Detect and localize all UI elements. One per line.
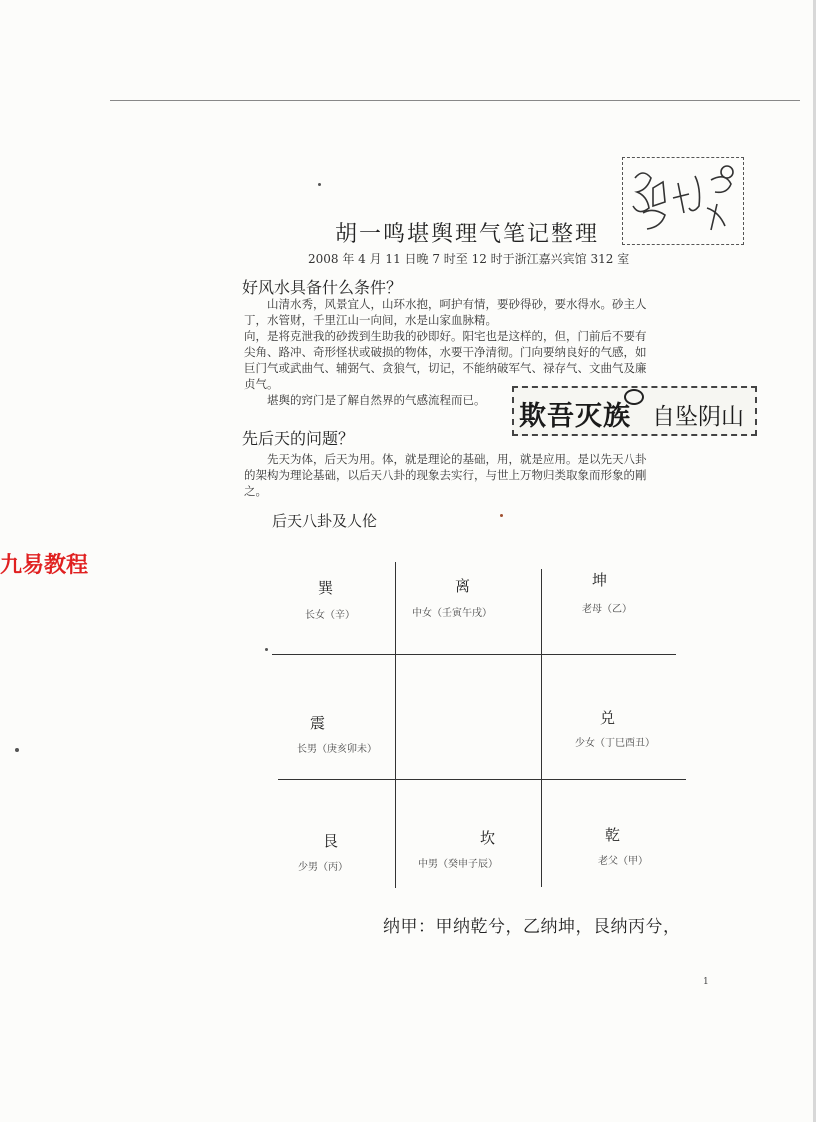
section-body-xiantian-houtian <box>244 451 729 499</box>
grid-line-vertical <box>395 562 396 888</box>
trigram-li: 离 <box>455 577 471 595</box>
trigram-relation: 中女（壬寅午戌） <box>412 608 492 619</box>
grid-line-vertical <box>541 569 542 887</box>
section-heading-bagua: 后天八卦及人伦 <box>272 512 378 530</box>
body-line: 贞气。 <box>244 377 279 391</box>
scan-speck <box>318 183 321 186</box>
document-title: 胡一鸣堪舆理气笔记整理 <box>335 222 600 247</box>
grid-line-horizontal <box>278 779 686 780</box>
trigram-qian: 乾 <box>605 826 621 844</box>
body-line: 向，是将克泄我的砂拨到生助我的砂即好。阳宅也是这样的，但，门前后不要有 <box>244 329 647 343</box>
scan-speck <box>265 648 268 651</box>
seal-text-side: 自坠阴山 <box>652 404 744 430</box>
trigram-xun: 巽 <box>318 579 334 597</box>
trigram-dui: 兑 <box>600 709 616 727</box>
trigram-relation: 长男（庚亥卯未） <box>297 744 377 755</box>
document-subtitle: 2008 年 4 月 11 日晚 7 时至 12 时于浙江嘉兴宾馆 312 室 <box>308 252 630 266</box>
section-heading-conditions: 好风水具备什么条件？ <box>242 278 403 297</box>
body-line: 的架构为理论基础，以后天八卦的现象去实行，与世上万物归类取象而形象的剛 <box>244 468 647 482</box>
seal-stamp <box>512 386 757 436</box>
body-line: 巨门气或武曲气、辅弼气、贪狼气，切记，不能纳破军气、禄存气、文曲气及廉 <box>244 361 647 375</box>
trigram-relation: 老父（甲） <box>598 856 648 867</box>
trigram-zhen: 震 <box>310 714 326 732</box>
handwritten-stamp-image <box>622 157 744 245</box>
trigram-kan: 坎 <box>480 829 496 847</box>
section-heading-xiantian-houtian: 先后天的问题？ <box>242 429 355 448</box>
body-line: 堪舆的窍门是了解自然界的气感流程而已。 <box>267 393 486 407</box>
body-line: 尖角、路冲、奇形怪状或破损的物体，水要干净清彻。门向要纳良好的气感，如 <box>244 345 647 359</box>
trigram-relation: 少女（丁巳酉丑） <box>575 738 655 749</box>
grid-line-horizontal <box>272 654 676 655</box>
trigram-relation: 老母（乙） <box>582 604 632 615</box>
najia-line: 纳甲：甲纳乾兮，乙纳坤，艮纳丙兮， <box>383 917 681 937</box>
body-line: 山清水秀，风景宜人，山环水抱，呵护有情，要砂得砂，要水得水。砂主人 <box>267 297 647 311</box>
trigram-gen: 艮 <box>323 832 339 850</box>
trigram-relation: 长女（辛） <box>305 610 355 621</box>
body-line: 丁，水管财，千里江山一向间，水是山家血脉精。 <box>244 313 497 327</box>
body-line: 先天为体，后天为用。体，就是理论的基础，用，就是应用。是以先天八卦 <box>267 452 647 466</box>
scan-speck <box>500 514 503 517</box>
watermark-text: 九易教程 <box>0 553 89 578</box>
body-line: 之。 <box>244 484 267 498</box>
swirl-mark-icon <box>624 389 644 405</box>
trigram-relation: 中男（癸申子辰） <box>418 859 498 870</box>
seal-text-main: 欺吾灭族 <box>519 401 631 432</box>
top-rule <box>110 100 800 101</box>
page-number: 1 <box>703 977 709 987</box>
trigram-relation: 少男（丙） <box>298 862 348 873</box>
trigram-kun: 坤 <box>592 571 608 589</box>
scan-speck <box>15 748 19 752</box>
